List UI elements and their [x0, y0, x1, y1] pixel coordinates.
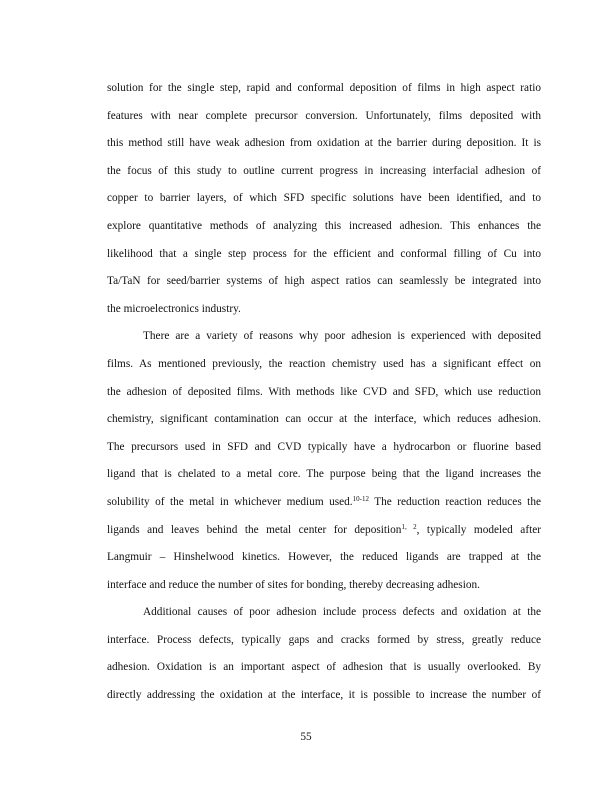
text-line: Additional causes of poor adhesion include process defects and oxidation at the — [143, 606, 541, 619]
paragraph-3 — [107, 599, 541, 709]
text-line: the adhesion of deposited films. With methods like CVD and SFD, which use reduction — [107, 385, 541, 398]
text-line: Ta/TaN for seed/barrier systems of high aspect ratios can seamlessly be integrated into — [107, 275, 541, 288]
text-line: directly addressing the oxidation at the interface, it is possible to increase the number of — [107, 689, 541, 702]
citation-superscript: 10-12 — [352, 494, 369, 503]
citation-superscript: 1, 2 — [401, 522, 417, 531]
text-line: ligand that is chelated to a metal core. The purpose being that the ligand increases the — [107, 468, 541, 481]
text-segment: , typically modeled after — [416, 523, 541, 536]
text-line: The precursors used in SFD and CVD typically have a hydrocarbon or fluorine based — [107, 440, 541, 453]
paragraph-2 — [107, 323, 541, 599]
body-text — [107, 75, 541, 710]
text-segment: ligands and leaves behind the metal center for deposition — [107, 523, 402, 536]
text-line: likelihood that a single step process for the efficient and conformal filling of Cu into — [107, 247, 541, 260]
text-line: the focus of this study to outline current progress in increasing interfacial adhesion of — [107, 164, 541, 177]
text-segment: The reduction reaction reduces the — [368, 495, 541, 508]
text-line: interface. Process defects, typically gaps and cracks formed by stress, greatly reduce — [107, 633, 541, 646]
page-number: 55 — [300, 731, 312, 743]
text-line: solution for the single step, rapid and conformal deposition of films in high aspect ratio — [107, 82, 541, 94]
text-line-with-citation — [107, 489, 541, 517]
paragraph-1 — [107, 75, 541, 323]
text-line: the microelectronics industry. — [107, 302, 241, 315]
text-line: features with near complete precursor conversion. Unfortunately, films deposited with — [107, 109, 541, 122]
text-line: this method still have weak adhesion from oxidation at the barrier during deposition. It is — [107, 137, 541, 150]
text-line-with-citation — [107, 517, 541, 545]
text-line: There are a variety of reasons why poor adhesion is experienced with deposited — [143, 330, 541, 343]
text-segment: solubility of the metal in whichever medium used. — [107, 495, 353, 508]
text-line: interface and reduce the number of sites for bonding, thereby decreasing adhesion. — [107, 578, 480, 591]
text-line: adhesion. Oxidation is an important aspect of adhesion that is usually overlooked. By — [107, 661, 541, 674]
text-line: films. As mentioned previously, the reaction chemistry used has a significant effect on — [107, 357, 541, 370]
text-line: copper to barrier layers, of which SFD specific solutions have been identified, and to — [107, 192, 541, 205]
text-line: Langmuir – Hinshelwood kinetics. However, the reduced ligands are trapped at the — [107, 551, 541, 564]
text-line: explore quantitative methods of analyzing this increased adhesion. This enhances the — [107, 219, 541, 232]
text-line: chemistry, significant contamination can occur at the interface, which reduces adhesion. — [107, 413, 541, 426]
